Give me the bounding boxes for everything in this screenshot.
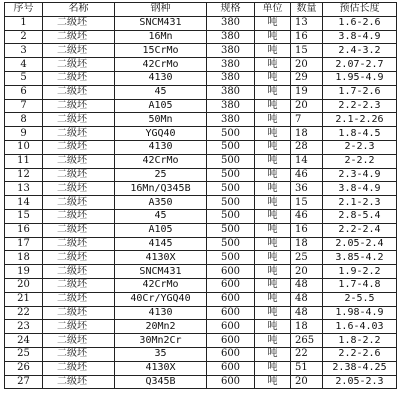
cell-quantity: 7	[291, 113, 323, 127]
cell-unit: 吨	[255, 209, 291, 223]
cell-name: 二级坯	[43, 278, 115, 292]
cell-steel-grade: 15CrMo	[115, 44, 207, 58]
cell-name: 二级坯	[43, 361, 115, 375]
cell-estimated-length: 1.98-4.9	[323, 306, 397, 320]
cell-quantity: 18	[291, 127, 323, 141]
cell-unit: 吨	[255, 251, 291, 265]
cell-serial-no: 17	[5, 237, 43, 251]
cell-unit: 吨	[255, 58, 291, 72]
cell-estimated-length: 2-2.3	[323, 140, 397, 154]
cell-specification: 380	[207, 71, 255, 85]
table-row	[5, 375, 397, 389]
cell-serial-no: 27	[5, 375, 43, 389]
cell-specification: 600	[207, 375, 255, 389]
billet-inventory-sheet	[4, 2, 396, 389]
cell-name: 二级坯	[43, 16, 115, 30]
cell-unit: 吨	[255, 320, 291, 334]
table-row	[5, 85, 397, 99]
cell-specification: 500	[207, 168, 255, 182]
cell-steel-grade: A105	[115, 223, 207, 237]
cell-quantity: 13	[291, 16, 323, 30]
cell-unit: 吨	[255, 30, 291, 44]
cell-estimated-length: 1.9-2.2	[323, 265, 397, 279]
cell-steel-grade: 45	[115, 85, 207, 99]
cell-serial-no: 3	[5, 44, 43, 58]
cell-quantity: 20	[291, 58, 323, 72]
cell-unit: 吨	[255, 44, 291, 58]
cell-specification: 380	[207, 99, 255, 113]
cell-name: 二级坯	[43, 292, 115, 306]
cell-quantity: 48	[291, 306, 323, 320]
cell-estimated-length: 1.95-4.9	[323, 71, 397, 85]
cell-steel-grade: 42CrMo	[115, 154, 207, 168]
cell-unit: 吨	[255, 113, 291, 127]
cell-name: 二级坯	[43, 44, 115, 58]
header-quantity: 数量	[291, 3, 323, 17]
cell-quantity: 265	[291, 334, 323, 348]
table-row	[5, 113, 397, 127]
table-row	[5, 306, 397, 320]
cell-name: 二级坯	[43, 237, 115, 251]
cell-quantity: 20	[291, 265, 323, 279]
header-row	[5, 3, 397, 17]
cell-steel-grade: A105	[115, 99, 207, 113]
cell-estimated-length: 1.7-4.8	[323, 278, 397, 292]
cell-serial-no: 8	[5, 113, 43, 127]
cell-steel-grade: 20Mn2	[115, 320, 207, 334]
cell-serial-no: 11	[5, 154, 43, 168]
cell-estimated-length: 2.38-4.25	[323, 361, 397, 375]
cell-serial-no: 12	[5, 168, 43, 182]
cell-quantity: 18	[291, 320, 323, 334]
cell-quantity: 18	[291, 237, 323, 251]
cell-specification: 600	[207, 347, 255, 361]
cell-unit: 吨	[255, 265, 291, 279]
cell-quantity: 25	[291, 251, 323, 265]
cell-specification: 600	[207, 334, 255, 348]
cell-specification: 380	[207, 16, 255, 30]
table-row	[5, 196, 397, 210]
cell-serial-no: 24	[5, 334, 43, 348]
cell-steel-grade: 16Mn	[115, 30, 207, 44]
cell-serial-no: 19	[5, 265, 43, 279]
cell-quantity: 15	[291, 196, 323, 210]
cell-unit: 吨	[255, 306, 291, 320]
cell-estimated-length: 1.8-2.2	[323, 334, 397, 348]
cell-steel-grade: 16Mn/Q345B	[115, 182, 207, 196]
table-row	[5, 30, 397, 44]
cell-estimated-length: 2.2-2.4	[323, 223, 397, 237]
table-row	[5, 209, 397, 223]
cell-specification: 500	[207, 140, 255, 154]
cell-serial-no: 22	[5, 306, 43, 320]
cell-quantity: 22	[291, 347, 323, 361]
cell-quantity: 19	[291, 85, 323, 99]
cell-estimated-length: 2.2-2.3	[323, 99, 397, 113]
cell-quantity: 15	[291, 44, 323, 58]
cell-unit: 吨	[255, 375, 291, 389]
cell-steel-grade: 4130X	[115, 251, 207, 265]
cell-serial-no: 6	[5, 85, 43, 99]
cell-specification: 500	[207, 182, 255, 196]
cell-steel-grade: 4130	[115, 306, 207, 320]
cell-specification: 600	[207, 320, 255, 334]
cell-estimated-length: 2-5.5	[323, 292, 397, 306]
cell-serial-no: 10	[5, 140, 43, 154]
cell-steel-grade: 4130	[115, 140, 207, 154]
cell-unit: 吨	[255, 168, 291, 182]
table-row	[5, 237, 397, 251]
cell-estimated-length: 2.1-2.3	[323, 196, 397, 210]
header-unit: 单位	[255, 3, 291, 17]
cell-serial-no: 7	[5, 99, 43, 113]
header-name: 名称	[43, 3, 115, 17]
cell-serial-no: 2	[5, 30, 43, 44]
cell-specification: 380	[207, 113, 255, 127]
cell-specification: 600	[207, 361, 255, 375]
cell-steel-grade: YGQ40	[115, 127, 207, 141]
cell-name: 二级坯	[43, 99, 115, 113]
cell-unit: 吨	[255, 334, 291, 348]
header-steel-grade: 钢种	[115, 3, 207, 17]
table-row	[5, 168, 397, 182]
cell-estimated-length: 1.6-2.6	[323, 16, 397, 30]
table-row	[5, 58, 397, 72]
cell-steel-grade: 4145	[115, 237, 207, 251]
table-row	[5, 361, 397, 375]
cell-serial-no: 13	[5, 182, 43, 196]
inventory-table	[4, 2, 397, 389]
cell-steel-grade: 42CrMo	[115, 58, 207, 72]
cell-name: 二级坯	[43, 334, 115, 348]
cell-name: 二级坯	[43, 168, 115, 182]
cell-name: 二级坯	[43, 223, 115, 237]
cell-unit: 吨	[255, 16, 291, 30]
cell-specification: 500	[207, 127, 255, 141]
table-header	[5, 3, 397, 17]
cell-serial-no: 26	[5, 361, 43, 375]
cell-specification: 380	[207, 85, 255, 99]
cell-steel-grade: SNCM431	[115, 16, 207, 30]
cell-serial-no: 25	[5, 347, 43, 361]
table-row	[5, 320, 397, 334]
cell-name: 二级坯	[43, 320, 115, 334]
cell-estimated-length: 1.8-4.5	[323, 127, 397, 141]
cell-specification: 500	[207, 196, 255, 210]
cell-quantity: 46	[291, 209, 323, 223]
cell-quantity: 29	[291, 71, 323, 85]
cell-name: 二级坯	[43, 140, 115, 154]
cell-name: 二级坯	[43, 196, 115, 210]
cell-serial-no: 23	[5, 320, 43, 334]
cell-estimated-length: 2.05-2.4	[323, 237, 397, 251]
cell-unit: 吨	[255, 278, 291, 292]
cell-unit: 吨	[255, 140, 291, 154]
cell-serial-no: 4	[5, 58, 43, 72]
cell-serial-no: 15	[5, 209, 43, 223]
table-row	[5, 347, 397, 361]
cell-specification: 500	[207, 223, 255, 237]
cell-steel-grade: 30Mn2Cr	[115, 334, 207, 348]
cell-unit: 吨	[255, 361, 291, 375]
cell-steel-grade: 4130X	[115, 361, 207, 375]
cell-estimated-length: 2.4-3.2	[323, 44, 397, 58]
cell-specification: 500	[207, 154, 255, 168]
cell-estimated-length: 2.1-2.26	[323, 113, 397, 127]
cell-steel-grade: 45	[115, 209, 207, 223]
cell-estimated-length: 2.3-4.9	[323, 168, 397, 182]
table-row	[5, 16, 397, 30]
cell-quantity: 20	[291, 375, 323, 389]
cell-serial-no: 9	[5, 127, 43, 141]
cell-unit: 吨	[255, 223, 291, 237]
cell-estimated-length: 2.8-5.4	[323, 209, 397, 223]
cell-specification: 600	[207, 278, 255, 292]
cell-quantity: 14	[291, 154, 323, 168]
cell-steel-grade: 50Mn	[115, 113, 207, 127]
cell-specification: 380	[207, 44, 255, 58]
cell-serial-no: 20	[5, 278, 43, 292]
cell-estimated-length: 2.05-2.3	[323, 375, 397, 389]
cell-serial-no: 14	[5, 196, 43, 210]
cell-steel-grade: 42CrMo	[115, 278, 207, 292]
cell-name: 二级坯	[43, 347, 115, 361]
cell-quantity: 48	[291, 292, 323, 306]
cell-specification: 380	[207, 58, 255, 72]
header-estimated-length: 预估长度	[323, 3, 397, 17]
cell-specification: 500	[207, 209, 255, 223]
table-row	[5, 278, 397, 292]
table-row	[5, 334, 397, 348]
table-row	[5, 265, 397, 279]
cell-serial-no: 16	[5, 223, 43, 237]
cell-quantity: 16	[291, 30, 323, 44]
cell-name: 二级坯	[43, 154, 115, 168]
table-body	[5, 16, 397, 389]
cell-steel-grade: 40Cr/YGQ40	[115, 292, 207, 306]
cell-unit: 吨	[255, 292, 291, 306]
cell-unit: 吨	[255, 347, 291, 361]
cell-unit: 吨	[255, 99, 291, 113]
cell-quantity: 36	[291, 182, 323, 196]
cell-specification: 500	[207, 251, 255, 265]
cell-steel-grade: 25	[115, 168, 207, 182]
cell-name: 二级坯	[43, 182, 115, 196]
table-row	[5, 292, 397, 306]
cell-name: 二级坯	[43, 265, 115, 279]
cell-specification: 500	[207, 237, 255, 251]
cell-name: 二级坯	[43, 375, 115, 389]
cell-name: 二级坯	[43, 30, 115, 44]
cell-name: 二级坯	[43, 71, 115, 85]
cell-name: 二级坯	[43, 209, 115, 223]
cell-name: 二级坯	[43, 127, 115, 141]
cell-estimated-length: 2-2.2	[323, 154, 397, 168]
cell-serial-no: 5	[5, 71, 43, 85]
cell-unit: 吨	[255, 85, 291, 99]
cell-serial-no: 21	[5, 292, 43, 306]
cell-steel-grade: A350	[115, 196, 207, 210]
cell-quantity: 46	[291, 168, 323, 182]
cell-specification: 600	[207, 265, 255, 279]
table-row	[5, 223, 397, 237]
cell-estimated-length: 3.8-4.9	[323, 30, 397, 44]
cell-name: 二级坯	[43, 85, 115, 99]
cell-specification: 600	[207, 292, 255, 306]
cell-quantity: 16	[291, 223, 323, 237]
cell-serial-no: 18	[5, 251, 43, 265]
cell-estimated-length: 1.6-4.03	[323, 320, 397, 334]
cell-estimated-length: 3.8-4.9	[323, 182, 397, 196]
cell-quantity: 51	[291, 361, 323, 375]
table-row	[5, 140, 397, 154]
cell-unit: 吨	[255, 127, 291, 141]
cell-steel-grade: 35	[115, 347, 207, 361]
table-row	[5, 251, 397, 265]
cell-steel-grade: Q345B	[115, 375, 207, 389]
cell-specification: 600	[207, 306, 255, 320]
cell-estimated-length: 3.85-4.2	[323, 251, 397, 265]
cell-estimated-length: 1.7-2.6	[323, 85, 397, 99]
table-row	[5, 127, 397, 141]
cell-name: 二级坯	[43, 58, 115, 72]
cell-quantity: 20	[291, 99, 323, 113]
cell-name: 二级坯	[43, 306, 115, 320]
cell-quantity: 28	[291, 140, 323, 154]
cell-unit: 吨	[255, 237, 291, 251]
cell-unit: 吨	[255, 71, 291, 85]
table-row	[5, 44, 397, 58]
cell-name: 二级坯	[43, 113, 115, 127]
table-row	[5, 182, 397, 196]
cell-unit: 吨	[255, 182, 291, 196]
cell-quantity: 48	[291, 278, 323, 292]
table-row	[5, 154, 397, 168]
cell-specification: 380	[207, 30, 255, 44]
cell-estimated-length: 2.07-2.7	[323, 58, 397, 72]
cell-estimated-length: 2.2-2.6	[323, 347, 397, 361]
header-specification: 规格	[207, 3, 255, 17]
cell-steel-grade: SNCM431	[115, 265, 207, 279]
cell-steel-grade: 4130	[115, 71, 207, 85]
cell-unit: 吨	[255, 196, 291, 210]
header-serial-no: 序号	[5, 3, 43, 17]
cell-name: 二级坯	[43, 251, 115, 265]
cell-serial-no: 1	[5, 16, 43, 30]
table-row	[5, 99, 397, 113]
table-row	[5, 71, 397, 85]
cell-unit: 吨	[255, 154, 291, 168]
